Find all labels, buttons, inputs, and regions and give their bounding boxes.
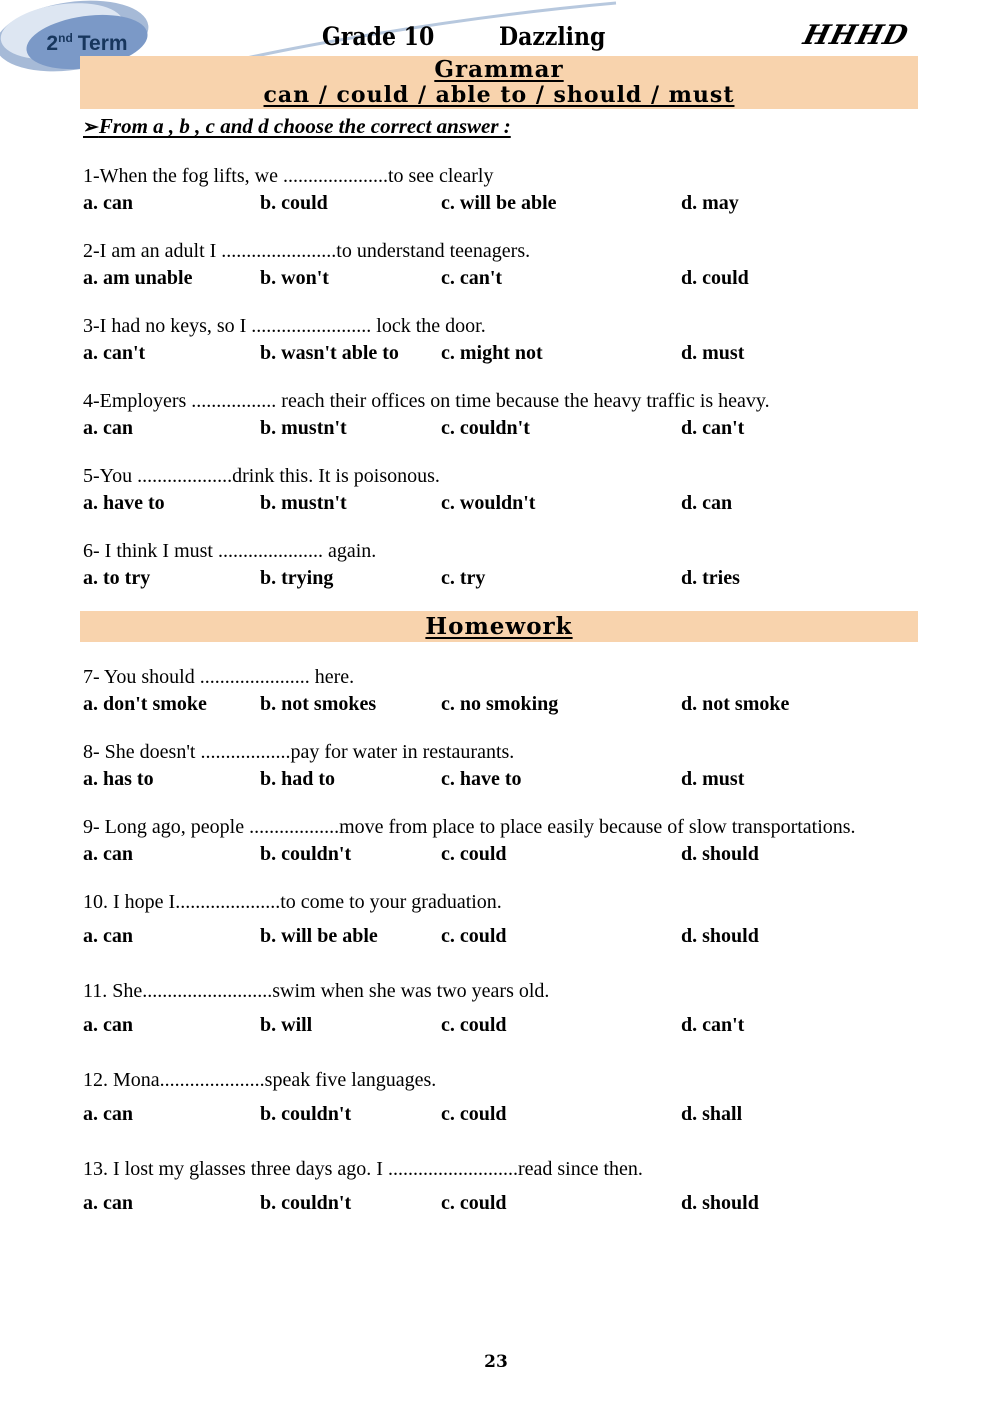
option-d: d. not smoke: [681, 693, 790, 715]
option-d: d. can't: [681, 1014, 745, 1036]
badge-term-suffix: nd: [58, 31, 73, 45]
option-c: c. might not: [441, 342, 543, 364]
question-text: 13. I lost my glasses three days ago. I ..........................read since then.: [83, 1158, 643, 1180]
option-b: b. will be able: [260, 925, 378, 947]
instruction-text: From a , b , c and d choose the correct answer :: [98, 114, 511, 138]
option-c: c. no smoking: [441, 693, 559, 715]
option-a: a. can: [83, 1103, 133, 1125]
question-options: [83, 190, 947, 217]
question-text: 8- She doesn't ..................pay for water in restaurants.: [83, 741, 515, 763]
homework-questions: [83, 664, 947, 1245]
question-block: [83, 814, 947, 868]
option-d: d. tries: [681, 567, 740, 589]
option-c: c. could: [441, 1192, 507, 1214]
question-text: 3-I had no keys, so I ........................ lock the door.: [83, 315, 486, 337]
author-signature: HHHD: [800, 20, 912, 51]
option-a: a. can: [83, 192, 133, 214]
question-options: [83, 565, 947, 592]
option-a: a. can: [83, 1014, 133, 1036]
question-text: 4-Employers ................. reach their offices on time because the heavy traffic is heavy.: [83, 390, 770, 412]
question-block: [83, 889, 947, 950]
badge-term-number: 2: [46, 32, 59, 55]
option-a: a. am unable: [83, 267, 193, 289]
question-block: [83, 388, 947, 442]
grade-title: Grade 10: [322, 22, 435, 51]
option-b: b. couldn't: [260, 1103, 352, 1125]
option-b: b. not smokes: [260, 693, 377, 715]
option-b: b. couldn't: [260, 1192, 352, 1214]
question-block: [83, 538, 947, 592]
question-text: 2-I am an adult I .......................to understand teenagers.: [83, 240, 531, 262]
option-d: d. should: [681, 925, 759, 947]
option-c: c. could: [441, 1103, 507, 1125]
question-block: [83, 1156, 947, 1217]
question-options: [83, 691, 947, 718]
option-b: b. mustn't: [260, 492, 347, 514]
option-d: d. should: [681, 1192, 759, 1214]
question-text: 6- I think I must ..................... again.: [83, 540, 377, 562]
grammar-banner-title: Grammar: [434, 56, 564, 83]
option-b: b. mustn't: [260, 417, 347, 439]
option-c: c. could: [441, 1014, 507, 1036]
option-b: b. could: [260, 192, 328, 214]
question-text: 5-You ...................drink this. It is poisonous.: [83, 465, 440, 487]
option-a: a. don't smoke: [83, 693, 207, 715]
series-title: Dazzling: [499, 22, 606, 51]
option-a: a. can: [83, 417, 133, 439]
option-b: b. wasn't able to: [260, 342, 399, 364]
option-d: d. must: [681, 342, 745, 364]
option-a: a. can: [83, 1192, 133, 1214]
option-c: c. could: [441, 843, 507, 865]
grammar-questions: [83, 163, 947, 613]
option-a: a. can: [83, 925, 133, 947]
option-c: c. have to: [441, 768, 522, 790]
question-options: [83, 841, 947, 868]
option-b: b. won't: [260, 267, 329, 289]
question-options: [83, 766, 947, 793]
option-b: b. had to: [260, 768, 336, 790]
question-block: [83, 463, 947, 517]
option-d: d. should: [681, 843, 759, 865]
question-block: [83, 238, 947, 292]
question-text: 7- You should ...................... here.: [83, 666, 355, 688]
option-a: a. have to: [83, 492, 165, 514]
option-b: b. trying: [260, 567, 334, 589]
option-a: a. can't: [83, 342, 146, 364]
option-c: c. couldn't: [441, 417, 530, 439]
option-d: d. can: [681, 492, 733, 514]
question-options: [83, 415, 947, 442]
question-options: [83, 1012, 947, 1039]
question-block: [83, 739, 947, 793]
question-block: [83, 1067, 947, 1128]
question-text: 11. She..........................swim when she was two years old.: [83, 980, 550, 1002]
question-block: [83, 978, 947, 1039]
badge-term-word: Term: [77, 32, 128, 55]
option-b: b. will: [260, 1014, 313, 1036]
question-block: [83, 664, 947, 718]
question-text: 12. Mona.....................speak five languages.: [83, 1069, 437, 1091]
option-c: c. could: [441, 925, 507, 947]
option-d: d. must: [681, 768, 745, 790]
homework-banner-title: Homework: [425, 612, 573, 640]
arrow-bullet-icon: ➢: [83, 117, 99, 138]
question-options: [83, 490, 947, 517]
option-d: d. could: [681, 267, 749, 289]
homework-banner: [80, 611, 918, 642]
option-a: a. can: [83, 843, 133, 865]
option-c: c. will be able: [441, 192, 557, 214]
instruction-line: [83, 114, 511, 139]
option-c: c. wouldn't: [441, 492, 536, 514]
question-options: [83, 340, 947, 367]
question-options: [83, 1190, 947, 1217]
option-a: a. has to: [83, 768, 154, 790]
question-options: [83, 265, 947, 292]
page-number: 23: [484, 1352, 508, 1372]
option-a: a. to try: [83, 567, 151, 589]
option-d: d. shall: [681, 1103, 743, 1125]
question-text: 9- Long ago, people ..................move from place to place easily because of slow transportations.: [83, 816, 856, 838]
option-d: d. can't: [681, 417, 745, 439]
grammar-banner: [80, 56, 918, 109]
option-c: c. can't: [441, 267, 503, 289]
question-block: [83, 313, 947, 367]
option-b: b. couldn't: [260, 843, 352, 865]
question-text: 1-When the fog lifts, we .....................to see clearly: [83, 165, 494, 187]
option-c: c. try: [441, 567, 486, 589]
question-options: [83, 923, 947, 950]
question-text: 10. I hope I.....................to come to your graduation.: [83, 891, 502, 913]
question-block: [83, 163, 947, 217]
grammar-banner-subtitle: can / could / able to / should / must: [263, 82, 735, 108]
option-d: d. may: [681, 192, 739, 214]
question-options: [83, 1101, 947, 1128]
